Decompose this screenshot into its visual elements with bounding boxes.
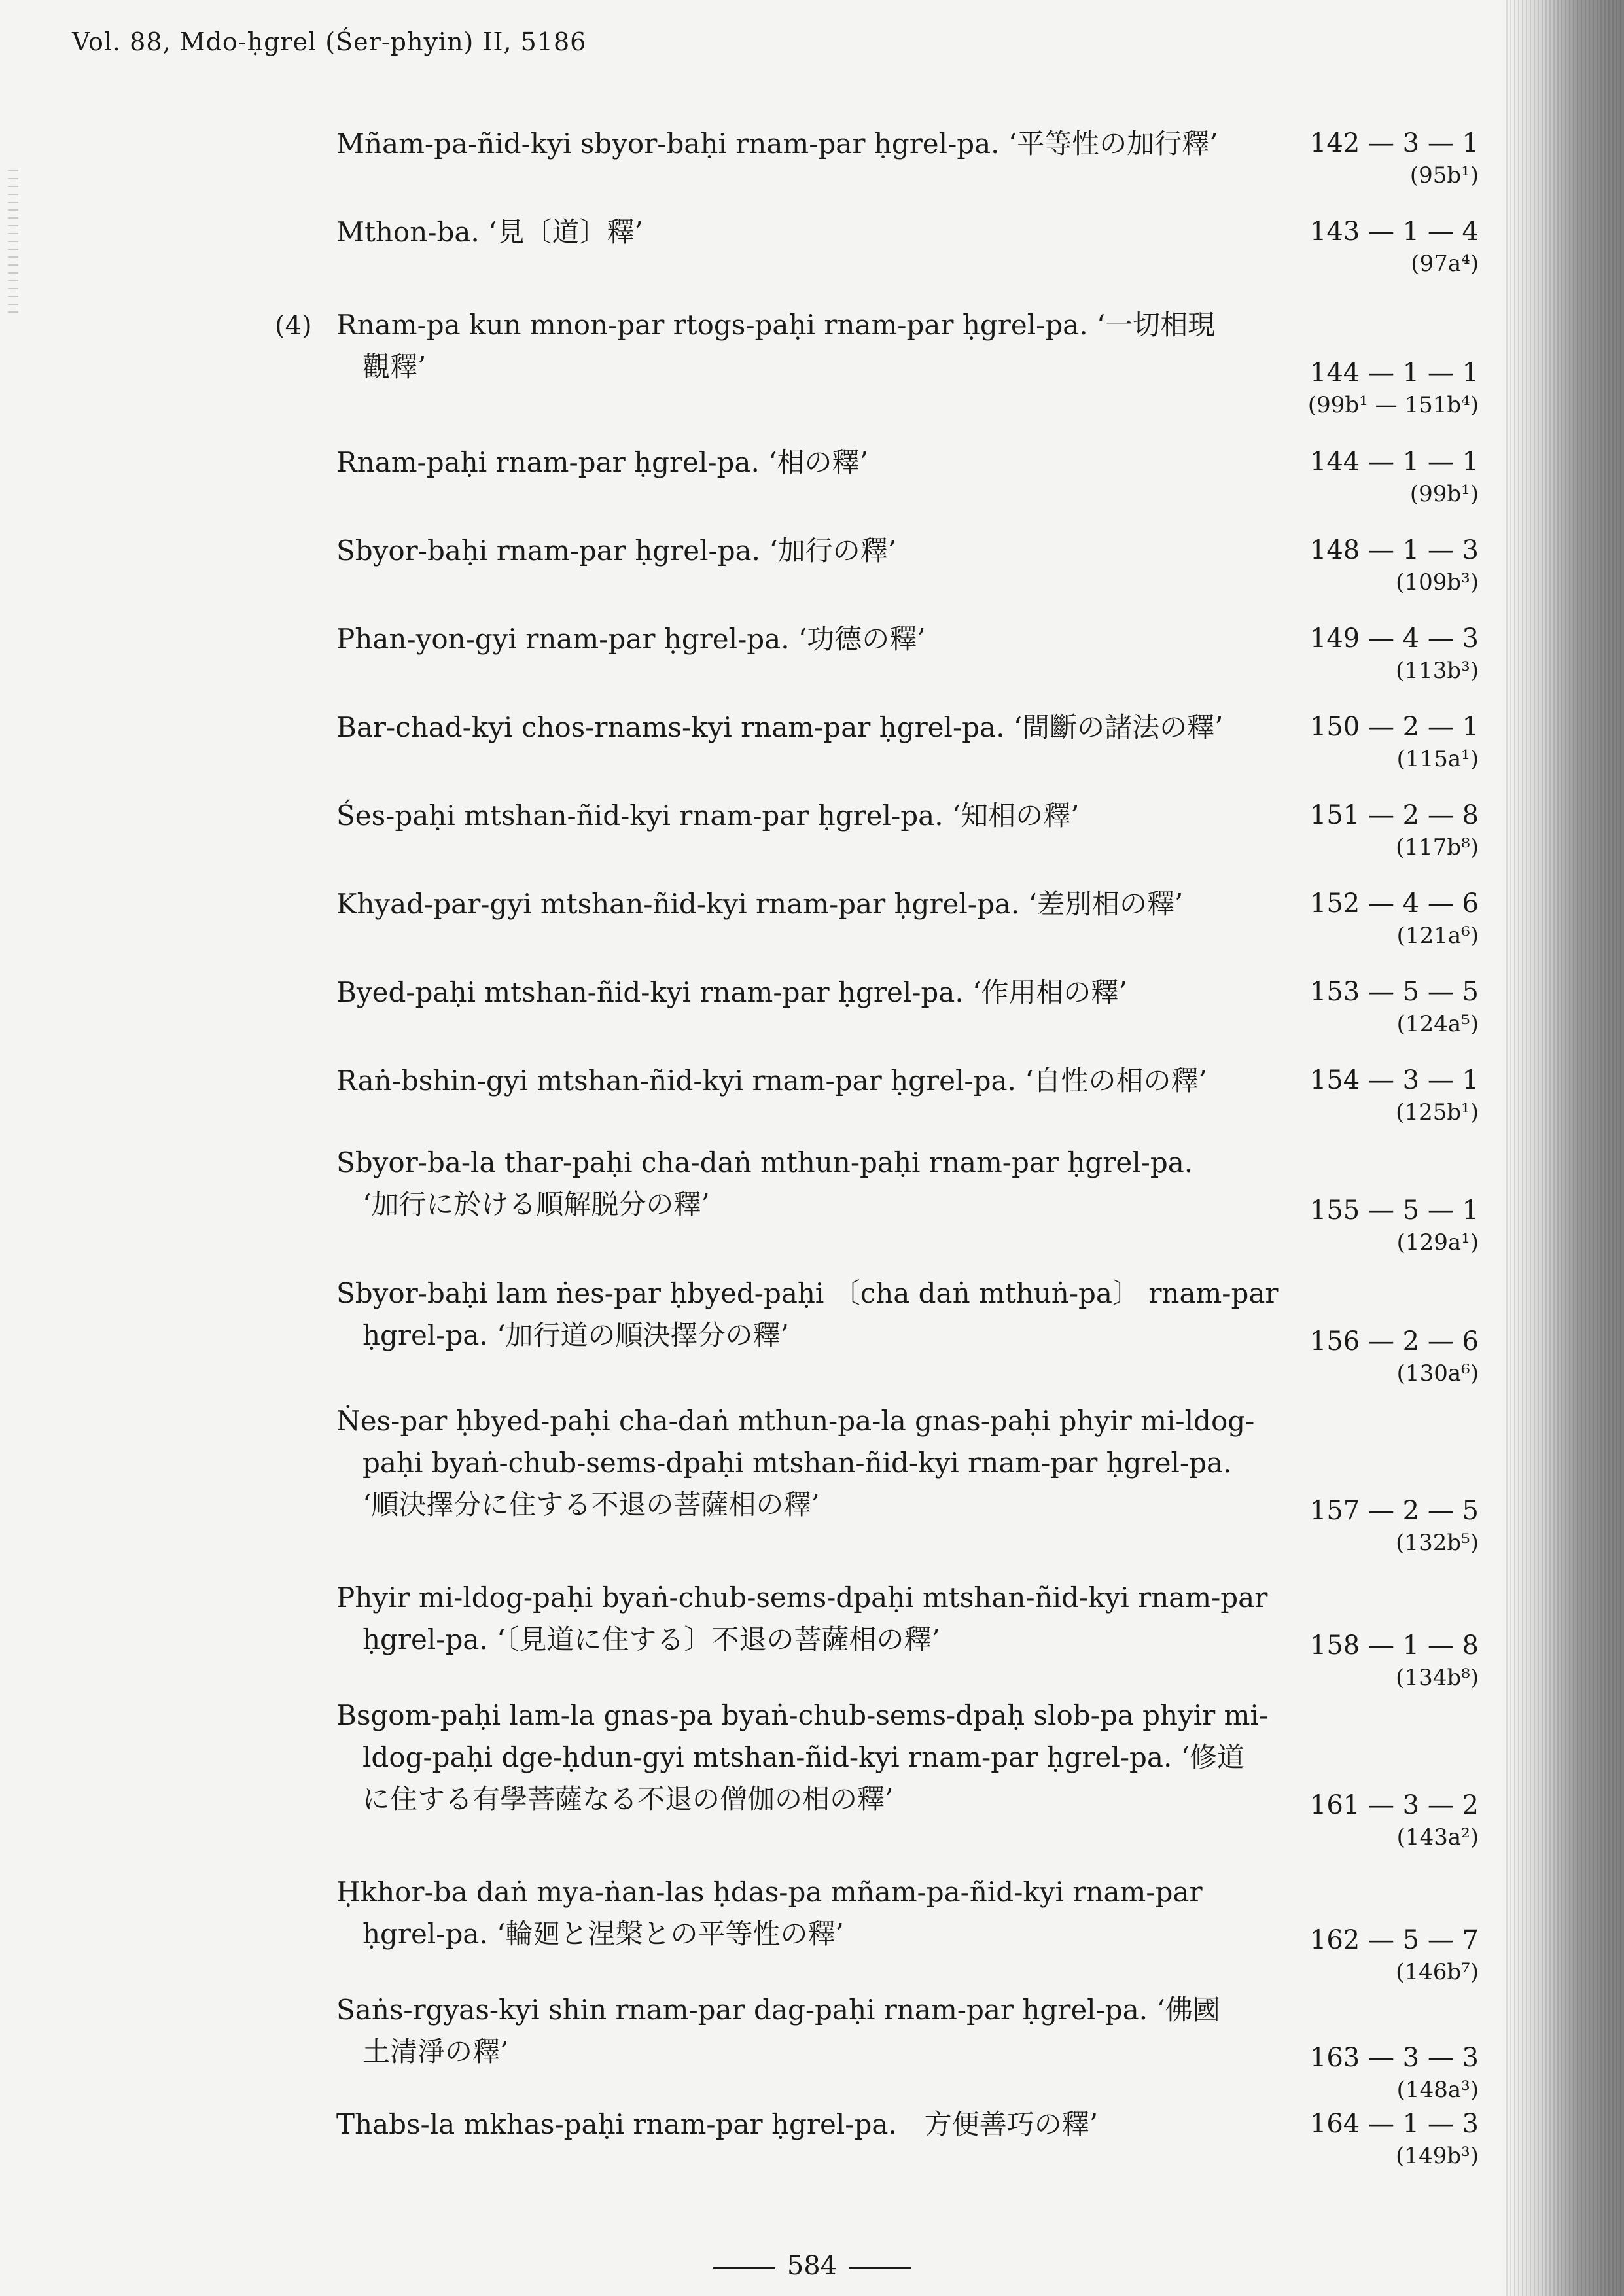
- entry-title-line: ḥgrel-pa. ‘〔見道に住する〕不退の菩薩相の釋’: [362, 1623, 940, 1655]
- entry-title-line: Phan-yon-gyi rnam-par ḥgrel-pa. ‘功德の釋’: [336, 623, 926, 655]
- page-reference: 154 — 3 — 1: [1309, 1065, 1479, 1095]
- page-reference: 144 — 1 — 1: [1309, 447, 1479, 477]
- page-reference: 156 — 2 — 6: [1309, 1326, 1479, 1356]
- entry-title: [336, 442, 1292, 484]
- entry-title-line: ldog-paḥi dge-ḥdun-gyi mtshan-ñid-kyi rnam-par ḥgrel-pa. ‘修道: [362, 1741, 1244, 1773]
- folio-reference: (99b¹): [1409, 481, 1479, 507]
- entry-title: [336, 1577, 1292, 1661]
- entry-title: [336, 795, 1292, 837]
- entry-title: [336, 883, 1292, 925]
- page-reference: 158 — 1 — 8: [1309, 1631, 1479, 1661]
- entry-title-line: Mthon-ba. ‘見〔道〕釋’: [336, 216, 643, 248]
- entry-title: [336, 1142, 1292, 1226]
- entry-title-line: Rnam-pa kun mnon-par rtogs-paḥi rnam-par ḥgrel-pa. ‘一切相現: [336, 309, 1216, 341]
- entry-title: [336, 304, 1292, 388]
- folio-reference: (132b⁵): [1396, 1530, 1479, 1556]
- entry-title-line: ‘加行に於ける順解脱分の釋’: [362, 1188, 710, 1220]
- folio-reference: (149b³): [1396, 2143, 1479, 2169]
- entry-title-line: ‘順決擇分に住する不退の菩薩相の釋’: [362, 1489, 820, 1521]
- page-reference: 164 — 1 — 3: [1309, 2109, 1479, 2139]
- entry-title: [336, 530, 1292, 572]
- folio-reference: (121a⁶): [1396, 923, 1479, 949]
- running-head: Vol. 88, Mdo-ḥgrel (Śer-phyin) II, 5186: [72, 27, 587, 56]
- entry-title: [336, 1989, 1292, 2073]
- entry-title-line: Sbyor-baḥi rnam-par ḥgrel-pa. ‘加行の釋’: [336, 535, 897, 567]
- entry-title-line: Sbyor-baḥi lam ṅes-par ḥbyed-paḥi 〔cha daṅ mthuṅ-pa〕 rnam-par: [336, 1277, 1279, 1309]
- page-reference: 162 — 5 — 7: [1309, 1925, 1479, 1955]
- page-reference: 163 — 3 — 3: [1309, 2043, 1479, 2073]
- folio-reference: (148a³): [1396, 2077, 1479, 2103]
- entry-title: [336, 707, 1292, 749]
- scan-margin-marks: [8, 170, 18, 314]
- entry-title-line: Sbyor-ba-la thar-paḥi cha-daṅ mthun-paḥi rnam-par ḥgrel-pa.: [336, 1146, 1193, 1178]
- folio-reference: (95b¹): [1409, 162, 1479, 188]
- entry-title: [336, 2104, 1292, 2146]
- entry-title: [336, 1695, 1292, 1820]
- entry-title-line: Thabs-la mkhas-paḥi rnam-par ḥgrel-pa. 方便善巧の釋’: [336, 2108, 1099, 2140]
- footer-rule-right: [849, 2267, 911, 2269]
- entry-title-line: paḥi byaṅ-chub-sems-dpaḥi mtshan-ñid-kyi rnam-par ḥgrel-pa.: [362, 1447, 1232, 1479]
- scan-page-edge: [1506, 0, 1624, 2296]
- page-reference: 149 — 4 — 3: [1309, 624, 1479, 654]
- page-reference: 143 — 1 — 4: [1309, 217, 1479, 247]
- folio-reference: (134b⁸): [1396, 1665, 1479, 1691]
- folio-reference: (146b⁷): [1396, 1959, 1479, 1985]
- folio-reference: (99b¹ — 151b⁴): [1307, 392, 1479, 418]
- entry-title-line: Raṅ-bshin-gyi mtshan-ñid-kyi rnam-par ḥgrel-pa. ‘自性の相の釋’: [336, 1065, 1207, 1097]
- entry-title-line: Byed-paḥi mtshan-ñid-kyi rnam-par ḥgrel-pa. ‘作用相の釋’: [336, 976, 1127, 1008]
- folio-reference: (115a¹): [1396, 746, 1479, 772]
- entry-title: [336, 211, 1292, 253]
- page-reference: 153 — 5 — 5: [1309, 977, 1479, 1007]
- entry-title: [336, 1273, 1292, 1356]
- folio-reference: (97a⁴): [1411, 251, 1479, 277]
- page-number: 584: [786, 2251, 838, 2281]
- entry-title-line: Bar-chad-kyi chos-rnams-kyi rnam-par ḥgrel-pa. ‘間斷の諸法の釋’: [336, 711, 1224, 743]
- page-reference: 142 — 3 — 1: [1309, 128, 1479, 158]
- folio-reference: (109b³): [1396, 569, 1479, 595]
- entry-title-line: Khyad-par-gyi mtshan-ñid-kyi rnam-par ḥgrel-pa. ‘差別相の釋’: [336, 888, 1184, 920]
- folio-reference: (117b⁸): [1396, 834, 1479, 860]
- entry-title-line: Mñam-pa-ñid-kyi sbyor-baḥi rnam-par ḥgrel-pa. ‘平等性の加行釋’: [336, 128, 1218, 160]
- entry-title-line: Bsgom-paḥi lam-la gnas-pa byaṅ-chub-sems-dpaḥ slob-pa phyir mi-: [336, 1699, 1269, 1731]
- entry-title: [336, 1060, 1292, 1102]
- entry-title: [336, 972, 1292, 1014]
- section-marker: (4): [275, 311, 312, 341]
- entry-title-line: 土清淨の釋’: [362, 2036, 509, 2068]
- page-reference: 151 — 2 — 8: [1309, 800, 1479, 830]
- entry-title: [336, 123, 1292, 165]
- entry-title-line: Ṅes-par ḥbyed-paḥi cha-daṅ mthun-pa-la gnas-paḥi phyir mi-ldog-: [336, 1405, 1255, 1437]
- entry-title: [336, 1400, 1292, 1526]
- folio-reference: (125b¹): [1396, 1099, 1479, 1125]
- footer-rule-left: [713, 2267, 775, 2269]
- page-reference: 148 — 1 — 3: [1309, 535, 1479, 565]
- entry-title-line: ḥgrel-pa. ‘加行道の順決擇分の釋’: [362, 1319, 789, 1351]
- page-reference: 161 — 3 — 2: [1309, 1790, 1479, 1820]
- entry-title-line: ḥgrel-pa. ‘輪廻と涅槃との平等性の釋’: [362, 1918, 844, 1950]
- page-footer: [0, 2251, 1624, 2281]
- page-reference: 150 — 2 — 1: [1309, 712, 1479, 742]
- entry-title-line: Śes-paḥi mtshan-ñid-kyi rnam-par ḥgrel-pa. ‘知相の釋’: [336, 800, 1080, 832]
- folio-reference: (129a¹): [1396, 1229, 1479, 1256]
- folio-reference: (143a²): [1396, 1824, 1479, 1850]
- entry-title-line: Saṅs-rgyas-kyi shin rnam-par dag-paḥi rnam-par ḥgrel-pa. ‘佛國: [336, 1994, 1220, 2026]
- folio-reference: (130a⁶): [1396, 1360, 1479, 1386]
- entry-title-line: Ḥkhor-ba daṅ mya-ṅan-las ḥdas-pa mñam-pa-ñid-kyi rnam-par: [336, 1876, 1203, 1908]
- folio-reference: (124a⁵): [1396, 1011, 1479, 1037]
- entry-title-line: Phyir mi-ldog-paḥi byaṅ-chub-sems-dpaḥi mtshan-ñid-kyi rnam-par: [336, 1581, 1268, 1614]
- entry-title-line: 觀釋’: [362, 351, 427, 383]
- folio-reference: (113b³): [1396, 658, 1479, 684]
- entry-title: [336, 1871, 1292, 1955]
- entry-title-line: Rnam-paḥi rnam-par ḥgrel-pa. ‘相の釋’: [336, 446, 868, 478]
- entry-title: [336, 618, 1292, 660]
- page-reference: 157 — 2 — 5: [1309, 1496, 1479, 1526]
- page-reference: 144 — 1 — 1: [1309, 358, 1479, 388]
- entry-title-line: に住する有學菩薩なる不退の僧伽の相の釋’: [362, 1783, 894, 1815]
- page-reference: 152 — 4 — 6: [1309, 889, 1479, 919]
- page-reference: 155 — 5 — 1: [1309, 1195, 1479, 1226]
